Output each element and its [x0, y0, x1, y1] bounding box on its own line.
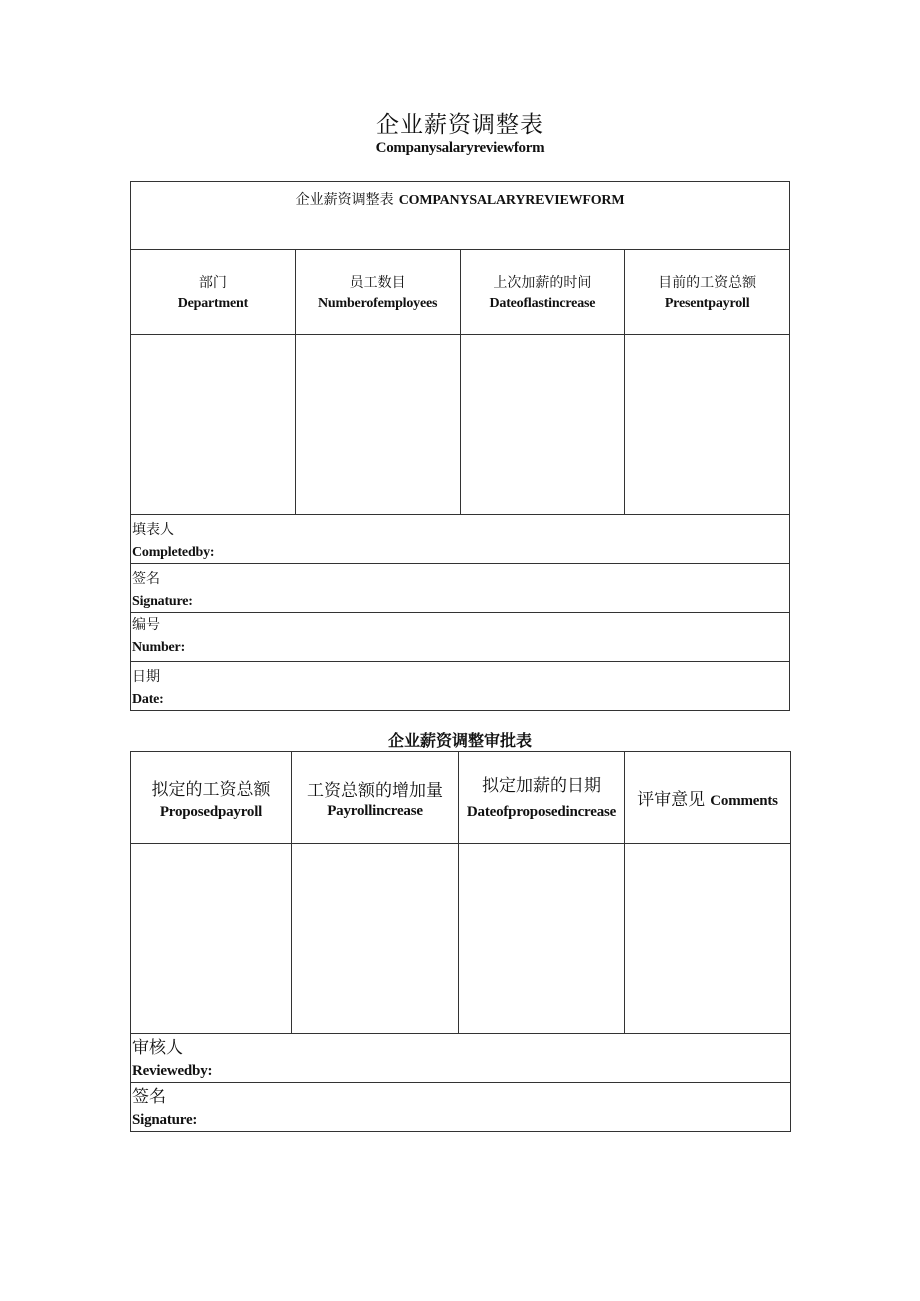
- column-header-cn: 员工数目: [349, 275, 406, 291]
- column-header-cn: 部门: [198, 275, 227, 291]
- approval-table-title: 企业薪资调整审批表: [387, 731, 532, 750]
- salary-review-table: [130, 181, 790, 711]
- column-header-en: Comments: [710, 793, 778, 809]
- input-cell-employees[interactable]: [295, 335, 460, 515]
- field-completed-by[interactable]: [131, 515, 790, 564]
- field-number[interactable]: [131, 613, 790, 662]
- field-label-cn: 填表人: [132, 522, 174, 538]
- banner-cn: 企业薪资调整表: [295, 192, 394, 208]
- page-title: 企业薪资调整表: [376, 112, 544, 138]
- column-header-cn: 上次加薪的时间: [493, 275, 592, 291]
- column-header-en: Dateofproposedincrease: [466, 804, 617, 820]
- column-header-department: [131, 250, 296, 335]
- input-cell-proposed-date[interactable]: [459, 844, 625, 1034]
- field-signature[interactable]: [131, 564, 790, 613]
- approval-table: [130, 751, 791, 1132]
- column-header-cn: 目前的工资总额: [658, 275, 757, 291]
- column-header-en: Numberofemployees: [318, 296, 438, 311]
- input-cell-present-payroll[interactable]: [625, 335, 790, 515]
- column-header-en: Presentpayroll: [664, 296, 750, 311]
- field-label-en: Completedby:: [132, 545, 215, 560]
- column-header-cn: 拟定的工资总额: [151, 779, 271, 800]
- page-subtitle: Companysalaryreviewform: [375, 140, 545, 156]
- input-cell-comments[interactable]: [625, 844, 791, 1034]
- field-label-en: Number:: [132, 640, 186, 655]
- column-header-cn: 评审意见: [637, 790, 706, 810]
- field-label-cn: 审核人: [132, 1038, 183, 1058]
- column-header-cn: 工资总额的增加量: [307, 780, 443, 801]
- column-header-last-increase: [460, 250, 625, 335]
- input-cell-department[interactable]: [131, 335, 296, 515]
- column-header-present-payroll: [625, 250, 790, 335]
- input-cell-proposed-payroll[interactable]: [131, 844, 292, 1034]
- field-label-cn: 签名: [132, 571, 160, 587]
- column-header-comments: [625, 752, 791, 844]
- field-signature-2[interactable]: [131, 1083, 791, 1132]
- column-header-cn: 拟定加薪的日期: [482, 776, 601, 796]
- field-label-en: Reviewedby:: [132, 1063, 213, 1079]
- column-header-payroll-increase: [292, 752, 459, 844]
- field-label-cn: 日期: [132, 669, 160, 685]
- field-label-en: Date:: [132, 692, 164, 707]
- input-cell-payroll-increase[interactable]: [292, 844, 459, 1034]
- column-header-proposed-date: [459, 752, 625, 844]
- field-label-cn: 签名: [132, 1087, 166, 1107]
- column-header-en: Proposedpayroll: [159, 803, 263, 820]
- field-label-en: Signature:: [132, 594, 193, 609]
- field-label-cn: 编号: [132, 617, 160, 633]
- field-label-en: Signature:: [132, 1112, 198, 1128]
- field-date[interactable]: [131, 662, 790, 711]
- column-header-employees: [295, 250, 460, 335]
- input-cell-last-increase[interactable]: [460, 335, 625, 515]
- banner-en: COMPANYSALARYREVIEWFORM: [398, 193, 625, 208]
- column-header-en: Dateoflastincrease: [489, 296, 596, 311]
- column-header-en: Payrollincrease: [327, 802, 423, 819]
- table-banner: [131, 182, 790, 250]
- column-header-en: Department: [177, 296, 249, 311]
- column-header-proposed-payroll: [131, 752, 292, 844]
- field-reviewed-by[interactable]: [131, 1034, 791, 1083]
